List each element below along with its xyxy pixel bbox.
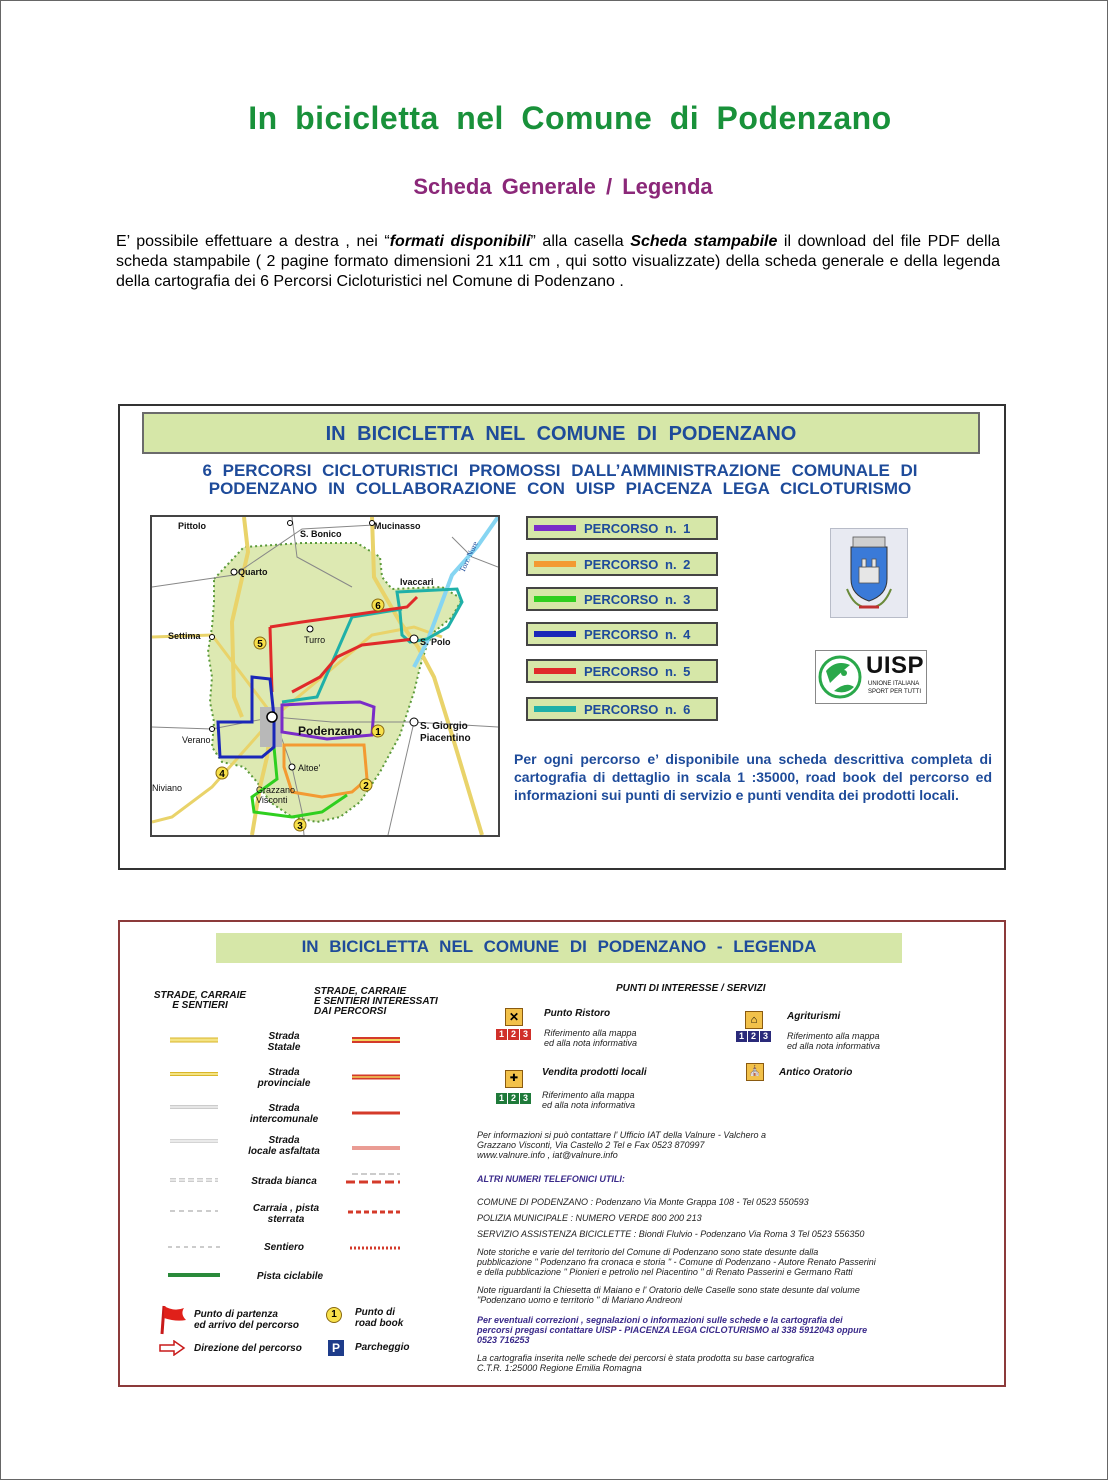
map-label-spolo: S. Polo xyxy=(420,637,451,647)
vendita-label: Vendita prodotti locali xyxy=(542,1067,647,1078)
ristoro-ref: Riferimento alla mappa ed alla nota informativa xyxy=(544,1028,638,1048)
church-notes: Note riguardanti la Chiesetta di Maiano e l' Oratorio delle Caselle sono state desunte dal volume "Podenzano uomo e territorio " di Mariano Andreoni xyxy=(477,1285,860,1305)
road-label-ciclabile: Pista ciclabile xyxy=(256,1271,324,1282)
map-num-2: 2 xyxy=(363,781,369,792)
agri-ref: Riferimento alla mappa ed alla nota informativa xyxy=(787,1031,881,1051)
road-label-bianca: Strada bianca xyxy=(251,1176,317,1187)
formati-disponibili-text: formati disponibili xyxy=(389,233,531,250)
vendita-ref: Riferimento alla mappa ed alla nota informativa xyxy=(542,1090,636,1110)
road-label-intercomunale: Strada intercomunale xyxy=(249,1103,319,1125)
road-label-carraia: Carraia , pista sterrata xyxy=(252,1203,320,1225)
page-title: In bicicletta nel Comune di Podenzano xyxy=(248,100,892,136)
uisp-wordmark: UISP xyxy=(866,652,925,679)
oratorio-label: Antico Oratorio xyxy=(779,1067,853,1078)
scheda-stampabile-text: Scheda stampabile xyxy=(630,233,778,250)
general-card-note: Per ogni percorso e’ disponibile una scheda descrittiva completa di cartografia di dettaglio in scala 1 :35000, road book del percorso ed informazioni sui punti di servizio e punti vendita dei prodotti locali. xyxy=(514,751,992,803)
map-label-quarto: Quarto xyxy=(238,567,268,577)
restaurant-icon: ✕ xyxy=(505,1008,523,1026)
municipal-crest-icon xyxy=(830,528,908,618)
route-swatch-3 xyxy=(534,596,576,602)
historical-notes: Note storiche e varie del territorio del Comune di Podenzano sono state desunte dalla pubblicazione " Podenzano fra cronaca e storia " - Comune di Podenzano - Autore Renato Passerini e della pubblicazione " Pionieri e petrolio nel Piacentino " di Renato Passerini e Germano Ratti xyxy=(477,1247,876,1277)
route-swatch-1 xyxy=(534,525,576,531)
roads-routes-header: STRADE, CARRAIE E SENTIERI INTERESSATI DAI PERCORSI xyxy=(314,986,438,1017)
legend-card-banner: IN BICICLETTA NEL COMUNE DI PODENZANO - LEGENDA xyxy=(216,933,902,963)
map-label-altoe: Altoe' xyxy=(298,763,321,773)
map-num-3: 3 xyxy=(297,821,303,832)
map-label-grazzano: Grazzano xyxy=(256,785,296,795)
map-label-visconti: Visconti xyxy=(256,795,288,805)
map-label-ivaccari: Ivaccari xyxy=(400,577,434,587)
road-label-statale: Strada Statale xyxy=(267,1031,301,1053)
start-flag-icon xyxy=(158,1304,192,1336)
map-num-6: 6 xyxy=(375,601,381,612)
road-label-locale: Strada locale asfaltata xyxy=(248,1135,320,1157)
map-label-sgiorgio: S. Giorgio xyxy=(420,721,468,732)
route-legend-1: PERCORSO n. 1 xyxy=(526,516,718,540)
map-label-settima: Settima xyxy=(168,631,201,641)
route-legend-6: PERCORSO n. 6 xyxy=(526,697,718,721)
road-label-sentiero: Sentiero xyxy=(263,1242,304,1253)
roads-header: STRADE, CARRAIE E SENTIERI xyxy=(153,990,247,1011)
general-card-headline: 6 PERCORSI CICLOTURISTICI PROMOSSI DALL’AMMINISTRAZIONE COMUNALE DI PODENZANO IN COLLABORAZIONE CON UISP PIACENZA LEGA CICLOTURISMO xyxy=(202,461,918,498)
agri-numbers: 1 2 3 xyxy=(736,1031,772,1042)
corrections-contact: Per eventuali correzioni , segnalazioni o informazioni sulle schede e la cartografia dei percorsi pregasi contattare UISP - PIACENZA LEGA CICLOTURISMO al 338 5912043 oppure 0523 716253 xyxy=(477,1315,868,1345)
uisp-logo xyxy=(815,650,927,704)
ristoro-numbers: 1 2 3 xyxy=(496,1029,532,1040)
map-label-turro: Turro xyxy=(304,635,326,645)
routes-map xyxy=(150,515,500,837)
route-legend-2: PERCORSO n. 2 xyxy=(526,552,718,576)
map-num-1: 1 xyxy=(375,727,381,738)
route-legend-3: PERCORSO n. 3 xyxy=(526,587,718,611)
agriturismi-label: Agriturismi xyxy=(787,1011,841,1022)
parking-icon: P xyxy=(328,1340,344,1356)
map-label-mucinasso: Mucinasso xyxy=(374,521,421,531)
oratory-icon: ⛪ xyxy=(746,1063,764,1081)
map-label-verano: Verano xyxy=(182,735,211,745)
cartography-source: La cartografia inserita nelle schede dei percorsi è stata prodotta su base cartografica C.T.R. 1:25000 Regione Emilia Romagna xyxy=(477,1353,815,1373)
map-num-4: 4 xyxy=(219,769,225,780)
start-label: Punto di partenza ed arrivo del percorso xyxy=(194,1309,300,1331)
map-label-piacentino: Piacentino xyxy=(420,733,471,744)
map-label-niviano: Niviano xyxy=(152,783,183,793)
page-subtitle: Scheda Generale / Legenda xyxy=(413,174,713,199)
route-swatch-4 xyxy=(534,631,576,637)
uisp-tagline: UNIONE ITALIANA SPORT PER TUTTI xyxy=(868,681,922,695)
info-iat: Per informazioni si può contattare l' Ufficio IAT della Valnure - Valchero a Grazzano Visconti, Via Castello 2 Tel e Fax 0523 870997 www.valnure.info , iat@valnure.info xyxy=(477,1130,767,1160)
map-label-sbonico: S. Bonico xyxy=(300,529,342,539)
general-card-banner: IN BICICLETTA NEL COMUNE DI PODENZANO xyxy=(142,412,980,454)
map-num-5: 5 xyxy=(257,639,263,650)
map-label-nure: Torr. Nure xyxy=(457,539,480,574)
vendita-numbers: 1 2 3 xyxy=(496,1093,532,1104)
farmhouse-icon: ⌂ xyxy=(745,1011,763,1029)
routes-map-svg xyxy=(152,517,498,835)
route-swatch-2 xyxy=(534,561,576,567)
local-products-icon: ✚ xyxy=(505,1070,523,1088)
route-legend-4: PERCORSO n. 4 xyxy=(526,622,718,646)
map-label-podenzano: Podenzano xyxy=(298,724,363,738)
roadbook-num-icon: 1 xyxy=(326,1307,342,1323)
direction-label: Direzione del percorso xyxy=(194,1343,302,1354)
roadbook-label: Punto di road book xyxy=(355,1307,404,1329)
map-label-pittolo: Pittolo xyxy=(178,521,206,531)
poi-header: PUNTI DI INTERESSE / SERVIZI xyxy=(616,983,766,994)
road-label-provinciale: Strada provinciale xyxy=(257,1067,311,1089)
route-legend-5: PERCORSO n. 5 xyxy=(526,659,718,683)
other-numbers-header: ALTRI NUMERI TELEFONICI UTILI: xyxy=(477,1174,625,1184)
route-swatch-6 xyxy=(534,706,576,712)
parking-label: Parcheggio xyxy=(355,1342,410,1353)
intro-paragraph: E’ possibile effettuare a destra , nei “formati disponibili” alla casella Scheda stampabile il download del file PDF della scheda stampabile ( 2 pagine formato dimensioni 21 x11 cm , qui sotto visualizzate) della scheda generale e della legenda della cartografia dei 6 Percorsi Cicloturistici nel Comune di Podenzano . xyxy=(116,233,1001,290)
direction-arrow-icon xyxy=(158,1340,186,1356)
route-swatch-5 xyxy=(534,668,576,674)
ristoro-label: Punto Ristoro xyxy=(544,1008,611,1019)
phone-list: COMUNE DI PODENZANO : Podenzano Via Monte Grappa 108 - Tel 0523 550593 POLIZIA MUNICIPALE : NUMERO VERDE 800 200 213 SERVIZIO ASSISTENZA BICICLETTE : Biondi Flulvio - Podenzano Via Roma 3 Tel 0523 556350 xyxy=(477,1197,865,1239)
